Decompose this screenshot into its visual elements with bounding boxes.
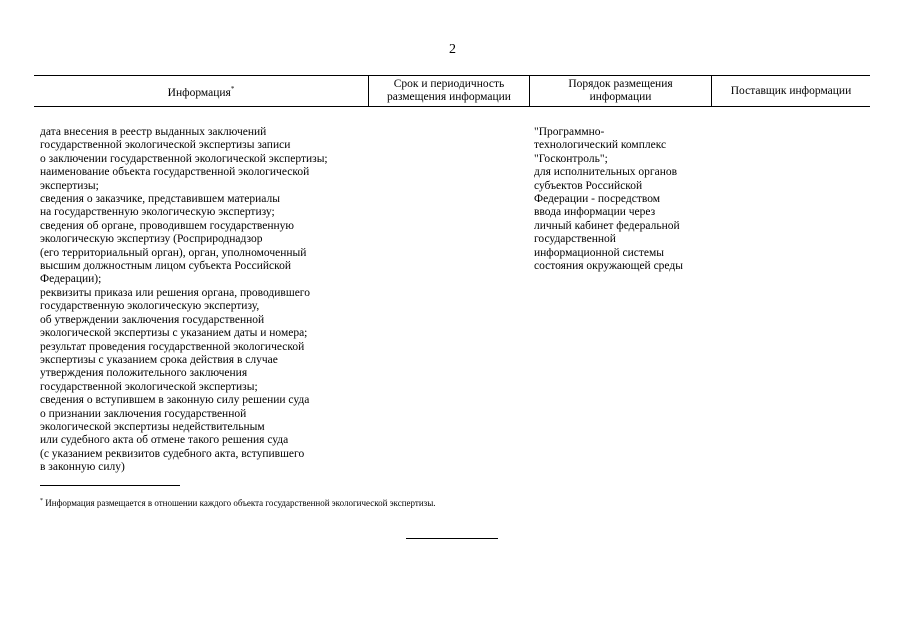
info-line: сведения о заказчике, представившем материалы [40, 193, 280, 206]
order-line: Федерации - посредством [534, 193, 661, 206]
info-line: экологической экспертизы недействительным [40, 420, 265, 433]
info-line: (его территориальный орган), орган, уполномоченный [40, 246, 307, 259]
info-line: на государственную экологическую экспертизу; [40, 206, 275, 219]
header-period-line1: Срок и периодичность [393, 78, 505, 90]
info-line: сведения об органе, проводившем государственную [40, 219, 295, 232]
header-period [369, 76, 529, 106]
info-line: (с указанием реквизитов судебного акта, вступившего [40, 447, 305, 460]
header-order-line2: информации [589, 91, 652, 103]
footnote-separator [40, 485, 180, 486]
info-line: сведения о вступившем в законную силу решении суда [40, 394, 310, 407]
order-line: "Программно- [534, 126, 605, 138]
info-line: высшим должностным лицом субъекта Российской [40, 260, 292, 273]
info-cell [40, 126, 328, 475]
info-line: об утверждении заключения государственной [40, 313, 265, 326]
info-line: реквизиты приказа или решения органа, проводившего [40, 286, 310, 299]
info-line: экологическую экспертизу (Росприроднадзор [40, 233, 263, 246]
info-line: экспертизы; [40, 179, 99, 192]
header-info [34, 76, 368, 106]
info-line: результат проведения государственной экологической [40, 340, 305, 353]
info-line: утверждения положительного заключения [40, 367, 248, 380]
table-header-bottom-rule [34, 106, 870, 107]
info-line: государственную экологическую экспертизу, [40, 300, 260, 313]
order-line: личный кабинет федеральной [534, 219, 680, 232]
order-line: ввода информации через [534, 206, 656, 219]
order-line: информационной системы [534, 246, 665, 259]
info-line: или судебного акта об отмене такого решения суда [40, 434, 289, 447]
order-cell [534, 126, 683, 273]
header-period-line2: размещения информации [387, 91, 511, 103]
header-order [530, 76, 711, 106]
info-line: о заключении государственной экологической экспертизы; [40, 152, 328, 165]
info-line: наименование объекта государственной экологической [40, 166, 310, 179]
info-line: государственной экологической экспертизы записи [40, 139, 291, 152]
info-line: экспертизы с указанием срока действия в случае [40, 353, 278, 366]
header-supplier-label: Поставщик информации [730, 84, 852, 97]
header-info-marker: * [230, 84, 235, 93]
footnote-text: Информация размещается в отношении каждого объекта государственной экологической экспертизы. [43, 498, 436, 508]
info-line: государственной экологической экспертизы; [40, 380, 258, 393]
order-line: состояния окружающей среды [534, 260, 683, 273]
info-line: Федерации); [40, 273, 102, 286]
header-info-label: Информация [167, 86, 231, 99]
order-line: для исполнительных органов [534, 166, 678, 179]
page-number: 2 [449, 42, 456, 57]
footnote-marker: * [40, 498, 43, 504]
footnote [40, 498, 436, 508]
order-line: государственной [534, 233, 616, 246]
order-line: "Госконтроль"; [534, 152, 608, 165]
info-line: в законную силу) [40, 461, 125, 474]
header-order-line1: Порядок размещения [568, 78, 673, 90]
info-line: дата внесения в реестр выданных заключений [40, 126, 267, 138]
order-line: субъектов Российской [534, 179, 643, 192]
end-of-document-rule [406, 538, 498, 539]
info-line: о признании заключения государственной [40, 407, 247, 420]
header-supplier [712, 76, 870, 106]
info-line: экологической экспертизы с указанием даты и номера; [40, 327, 308, 340]
order-line: технологический комплекс [534, 139, 667, 152]
